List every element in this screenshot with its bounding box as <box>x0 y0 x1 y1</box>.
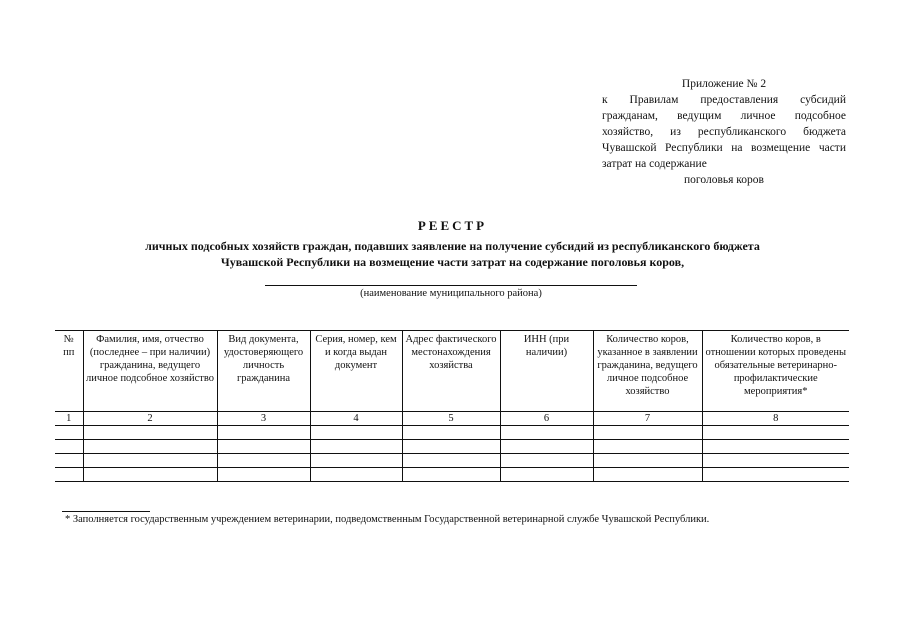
table-cell <box>217 426 310 440</box>
appendix-number: Приложение № 2 <box>681 78 767 90</box>
table-row <box>55 468 849 482</box>
table-cell <box>55 468 83 482</box>
column-number: 3 <box>217 412 310 426</box>
table-cell <box>702 468 849 482</box>
table-header-row <box>55 331 849 412</box>
table-cell <box>217 468 310 482</box>
table-cell <box>593 468 702 482</box>
appendix-block <box>602 76 846 188</box>
header-cell: Серия, номер, кем и когда выдан документ <box>310 331 402 412</box>
table-cell <box>702 426 849 440</box>
table-cell <box>402 468 500 482</box>
table-cell <box>402 454 500 468</box>
district-name-line <box>265 285 637 286</box>
table-cell <box>702 440 849 454</box>
table-cell <box>55 440 83 454</box>
header-cell: ИНН (при наличии) <box>500 331 593 412</box>
table-cell <box>83 426 217 440</box>
table-cell <box>702 454 849 468</box>
column-number: 8 <box>702 412 849 426</box>
table-cell <box>500 468 593 482</box>
header-cell: Фамилия, имя, отчество (последнее – при наличии) гражданина, ведущего личное подсобное хозяйство <box>83 331 217 412</box>
register-table <box>55 330 849 482</box>
header-cell: № пп <box>55 331 83 412</box>
table-cell <box>593 440 702 454</box>
footnote-separator <box>62 511 150 512</box>
table-cell <box>217 454 310 468</box>
header-cell: Вид документа, удостоверяющего личность гражданина <box>217 331 310 412</box>
document-title: РЕЕСТР <box>417 218 488 233</box>
table-row <box>55 440 849 454</box>
subtitle-line-1: личных подсобных хозяйств граждан, подавших заявление на получение субсидий из республиканского бюджета <box>145 239 760 253</box>
column-number-row <box>55 412 849 426</box>
table-cell <box>402 440 500 454</box>
table-cell <box>217 440 310 454</box>
appendix-tail: поголовья коров <box>684 174 764 186</box>
column-number: 7 <box>593 412 702 426</box>
table-cell <box>500 454 593 468</box>
table-cell <box>55 426 83 440</box>
table-cell <box>593 454 702 468</box>
column-number: 2 <box>83 412 217 426</box>
column-number: 6 <box>500 412 593 426</box>
footnote: * Заполняется государственным учреждением ветеринарии, подведомственным Государственной ветеринарной службе Чувашской Республики. <box>65 514 710 525</box>
appendix-text: к Правилам предоставления субсидий гражданам, ведущим личное подсобное хозяйство, из республиканского бюджета Чувашской Республики на возмещение части затрат на содержание <box>602 94 846 170</box>
table-cell <box>593 426 702 440</box>
header-cell: Адрес фактического местонахождения хозяйства <box>402 331 500 412</box>
table-cell <box>310 468 402 482</box>
table-row <box>55 454 849 468</box>
table-cell <box>402 426 500 440</box>
table-cell <box>310 426 402 440</box>
table-cell <box>310 440 402 454</box>
table-cell <box>310 454 402 468</box>
column-number: 4 <box>310 412 402 426</box>
document-subtitle <box>60 238 845 270</box>
table-cell <box>500 426 593 440</box>
header-cell: Количество коров, указанное в заявлении гражданина, ведущего личное подсобное хозяйство <box>593 331 702 412</box>
district-name-caption: (наименование муниципального района) <box>360 288 542 299</box>
subtitle-line-2: Чувашской Республики на возмещение части затрат на содержание поголовья коров, <box>220 255 685 269</box>
column-number: 1 <box>55 412 83 426</box>
table-cell <box>83 468 217 482</box>
table-cell <box>55 454 83 468</box>
table-cell <box>83 454 217 468</box>
table-row <box>55 426 849 440</box>
table-cell <box>83 440 217 454</box>
column-number: 5 <box>402 412 500 426</box>
table-cell <box>500 440 593 454</box>
header-cell: Количество коров, в отношении которых проведены обязательные ветеринарно-профилактические мероприятия* <box>702 331 849 412</box>
